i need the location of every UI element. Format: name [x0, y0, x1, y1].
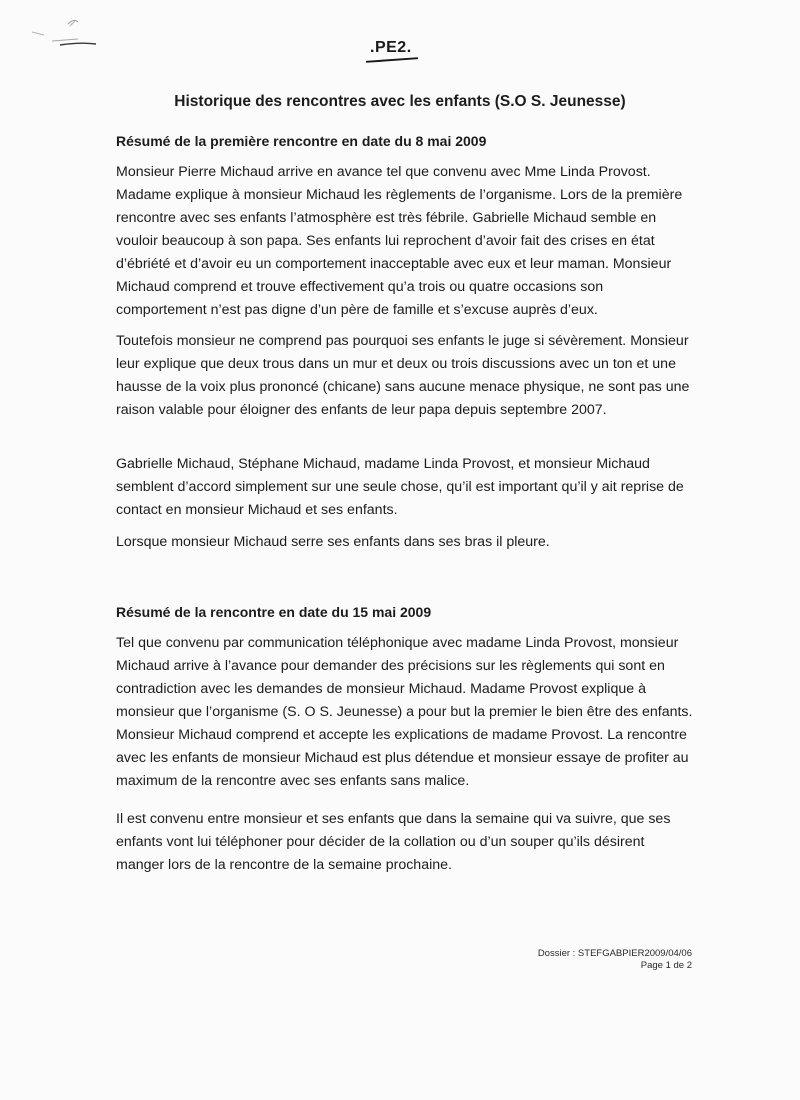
page-number: Page 1 de 2 — [640, 960, 692, 971]
dossier-reference: Dossier : STEFGABPIER2009/04/06 — [537, 948, 692, 959]
document-title: Historique des rencontres avec les enfants (S.O S. Jeunesse) — [174, 93, 626, 110]
section-heading-second-meeting: Résumé de la rencontre en date du 15 mai 2009 — [116, 604, 432, 620]
scan-mark-icon — [30, 8, 110, 58]
paragraph: Gabrielle Michaud, Stéphane Michaud, madame Linda Provost, et monsieur Michaud semblent d’accord simplement sur une seule chose, qu’il est important qu’il y ait reprise de contact en monsieur Michaud et ses enfants. — [116, 456, 684, 518]
page-footer — [538, 948, 692, 972]
paragraph: Il est convenu entre monsieur et ses enfants que dans la semaine qui va suivre, que ses enfants vont lui téléphoner pour décider de la collation ou d’un souper qu’ils désirent manger lors de la rencontre de la semaine prochaine. — [116, 811, 671, 873]
paragraph: Toutefois monsieur ne comprend pas pourquoi ses enfants le juge si sévèrement. Monsieur leur explique que deux trous dans un mur et deux ou trois discussions avec un ton et une hausse de la voix plus prononcé (chicane) sans aucune menace physique, ne sont pas une raison valable pour éloigner des enfants de leur papa depuis septembre 2007. — [116, 333, 690, 418]
stamp-text: .PE2. — [370, 39, 412, 56]
paragraph: Tel que convenu par communication téléphonique avec madame Linda Provost, monsieur Michaud arrive à l’avance pour demander des précisions sur les règlements qui sont en contradiction avec les demandes de monsieur Michaud. Madame Provost explique à monsieur que l’organisme (S. O S. Jeunesse) a pour but la premier le bien être des enfants. Monsieur Michaud comprend et accepte les explications de madame Provost. La rencontre avec les enfants de monsieur Michaud est plus détendue et monsieur essaye de profiter au maximum de la rencontre avec ses enfants sans malice. — [116, 635, 693, 789]
document-stamp — [362, 38, 424, 64]
stamp-underline — [366, 57, 418, 63]
paragraph: Lorsque monsieur Michaud serre ses enfants dans ses bras il pleure. — [116, 534, 550, 550]
section-heading-first-meeting: Résumé de la première rencontre en date du 8 mai 2009 — [116, 133, 487, 149]
paragraph: Monsieur Pierre Michaud arrive en avance tel que convenu avec Mme Linda Provost. Madame explique à monsieur Michaud les règlements de l’organisme. Lors de la première rencontre avec ses enfants l’atmosphère est très fébrile. Gabrielle Michaud semble en vouloir beaucoup à son papa. Ses enfants lui reprochent d’avoir fait des crises en état d’ébriété et d’avoir eu un comportement inacceptable avec eux et leur maman. Monsieur Michaud comprend et trouve effectivement qu’a trois ou quatre occasions son comportement n’est pas digne d’un père de famille et s’excuse auprès d’eux. — [116, 164, 683, 318]
